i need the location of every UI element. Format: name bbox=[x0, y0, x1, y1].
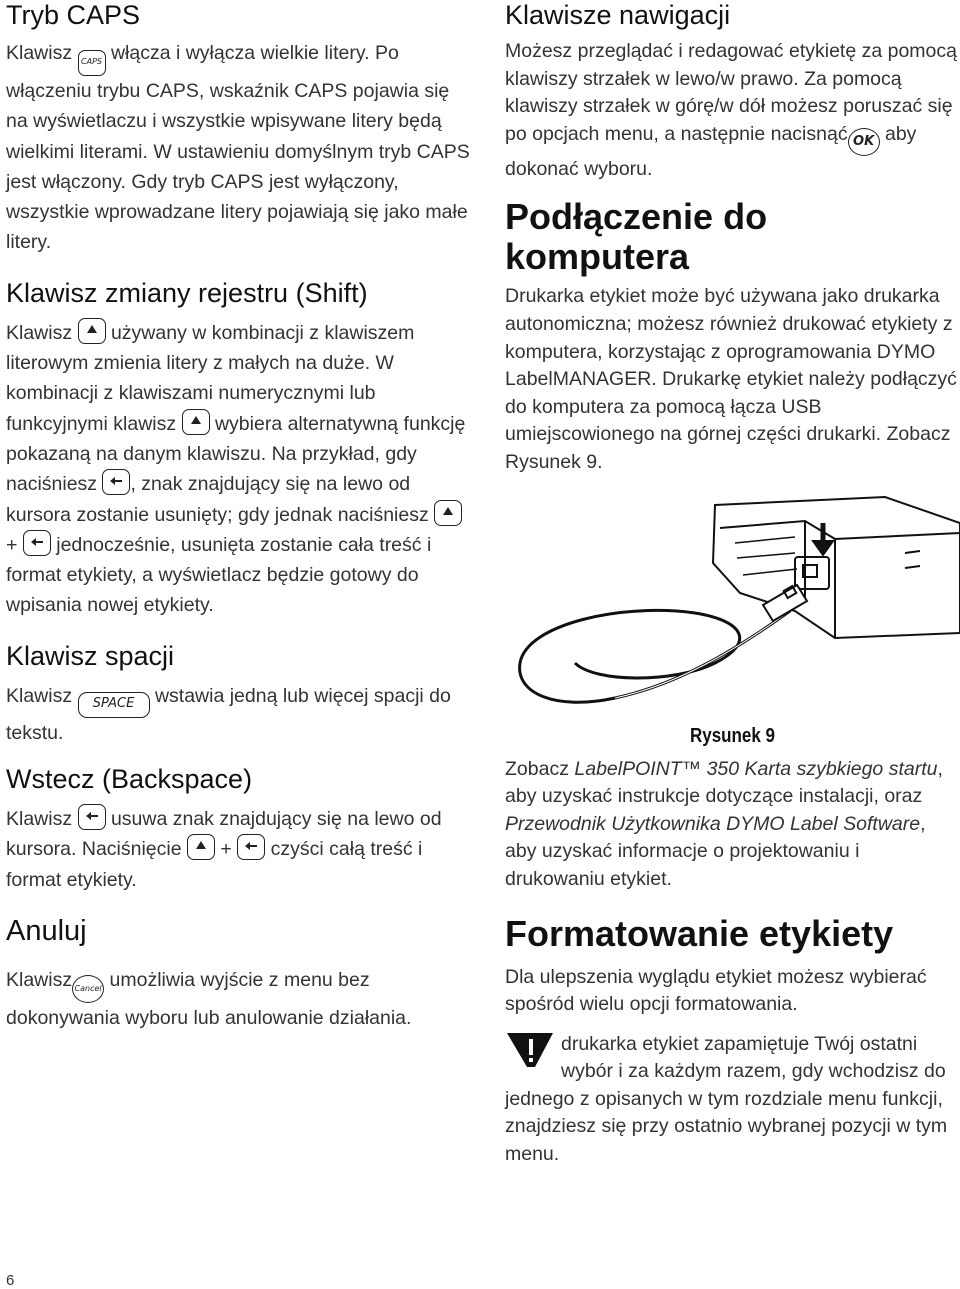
space-heading: Klawisz spacji bbox=[6, 640, 175, 671]
caps-key-icon: CAPS bbox=[78, 50, 106, 76]
text: , aby uzyskać instrukcje dotyczące instalacji, oraz bbox=[505, 757, 943, 808]
shift-key-icon bbox=[187, 834, 215, 860]
caps-heading: Tryb CAPS bbox=[6, 0, 141, 30]
right-column bbox=[505, 0, 960, 1169]
figure-usb-connection bbox=[505, 493, 960, 725]
shift-paragraph bbox=[6, 318, 476, 621]
text: jednocześnie, usunięta zostanie cała treść i format etykiety, a wyświetlacz będzie gotowy do wpisania nowej etykiety. bbox=[6, 533, 432, 617]
ok-key-icon: OK bbox=[848, 128, 880, 156]
text: aby dokonać wyboru. bbox=[505, 122, 917, 180]
page-number: 6 bbox=[6, 1272, 15, 1289]
text: drukarka etykiet zapamiętuje Twój ostatni wybór i za każdym razem, gdy wchodzisz do jednego z opisanych w tym rozdziale menu funkcji, znajdziesz się przy ostatnio wybranej pozycji w tym menu. bbox=[505, 1032, 948, 1166]
text: wstawia jedną lub więcej spacji do tekstu. bbox=[6, 684, 451, 744]
text: Klawisz bbox=[6, 321, 78, 344]
text: Klawisz bbox=[6, 42, 73, 64]
shift-heading: Klawisz zmiany rejestru (Shift) bbox=[6, 277, 368, 308]
cancel-heading: Anuluj bbox=[6, 914, 87, 947]
backspace-key-icon bbox=[237, 834, 265, 860]
shift-key-icon bbox=[78, 318, 106, 344]
printer-usb-illustration bbox=[505, 493, 960, 725]
backspace-key-icon bbox=[102, 469, 130, 495]
format-paragraph: Dla ulepszenia wyglądu etykiet możesz wybierać spośród wielu opcji formatowania. bbox=[505, 965, 927, 1016]
plus-sign: + bbox=[6, 533, 23, 556]
shift-key-icon bbox=[434, 500, 462, 526]
left-column bbox=[6, 0, 476, 1033]
nav-heading: Klawisze nawigacji bbox=[505, 0, 731, 30]
user-guide-title: Przewodnik Użytkownika DYMO Label Software bbox=[505, 812, 921, 835]
quick-start-title: LabelPOINT™ 350 Karta szybkiego startu bbox=[574, 757, 938, 780]
text: Klawisz bbox=[6, 808, 78, 831]
text: czyści całą treść i format etykiety. bbox=[6, 838, 423, 891]
space-paragraph bbox=[6, 681, 476, 748]
pc-paragraph: Drukarka etykiet może być używana jako drukarka autonomiczna; możesz również drukować etykiety z komputera, korzystając z oprogramowania DYMO LabelMANAGER. Drukarkę etykiet należy podłączyć do komputera za pomocą łącza USB umiejscowionego na górnej części drukarki. Zobacz Rysunek 9. bbox=[505, 285, 957, 473]
format-note bbox=[505, 1031, 960, 1169]
text: Zobacz bbox=[505, 757, 575, 780]
backspace-key-icon bbox=[23, 530, 51, 556]
cancel-paragraph bbox=[6, 965, 476, 1033]
shift-key-icon bbox=[182, 409, 210, 435]
backspace-key-icon bbox=[78, 804, 106, 830]
text: umożliwia wyjście z menu bez dokonywania wyboru lub anulowanie działania. bbox=[6, 968, 412, 1029]
text: Możesz przeglądać i redagować etykietę za pomocą klawiszy strzałek w lewo/w prawo. Za pomocą klawiszy strzałek w górę/w dół możesz poruszać się po opcjach menu, a następnie nacisnąć bbox=[505, 40, 957, 145]
text: Klawisz bbox=[6, 968, 73, 991]
text: , znak znajdujący się na lewo od kursora zostanie usunięty; gdy jednak naciśniesz bbox=[6, 473, 435, 526]
text: Klawisz bbox=[6, 684, 78, 707]
space-key-icon: SPACE bbox=[78, 692, 150, 718]
text: wybiera alternatywną funkcję pokazaną na danym klawiszu. Na przykład, gdy naciśniesz bbox=[6, 412, 466, 496]
reference-paragraph bbox=[505, 756, 960, 894]
warning-icon bbox=[505, 1031, 555, 1069]
caps-paragraph bbox=[6, 38, 476, 258]
figure-caption: Rysunek 9 bbox=[689, 724, 776, 747]
pc-heading: Podłączenie do komputera bbox=[505, 196, 768, 278]
cancel-key-icon: Cancel bbox=[72, 975, 104, 1003]
plus-sign: + bbox=[214, 838, 238, 861]
format-heading: Formatowanie etykiety bbox=[505, 912, 894, 954]
text: usuwa znak znajdujący się na lewo od kursora. Naciśnięcie bbox=[6, 808, 442, 861]
text: , aby uzyskać informacje o projektowaniu i drukowaniu etykiet. bbox=[505, 812, 926, 890]
text: używany w kombinacji z klawiszem literowym zmienia litery z małych na duże. W kombinacji z klawiszami numerycznymi lub funkcyjnymi klawisz bbox=[6, 321, 415, 435]
nav-paragraph bbox=[505, 38, 960, 183]
text: włącza i wyłącza wielkie litery. Po włączeniu trybu CAPS, wskaźnik CAPS pojawia się na wyświetlaczu i wszystkie wpisywane litery będą wielkimi literami. W ustawieniu domyślnym tryb CAPS jest włączony. Gdy tryb CAPS jest wyłączony, wszystkie wprowadzane litery pojawiają się jako małe litery. bbox=[6, 42, 470, 254]
backspace-paragraph bbox=[6, 804, 476, 895]
backspace-heading: Wstecz (Backspace) bbox=[6, 764, 253, 795]
